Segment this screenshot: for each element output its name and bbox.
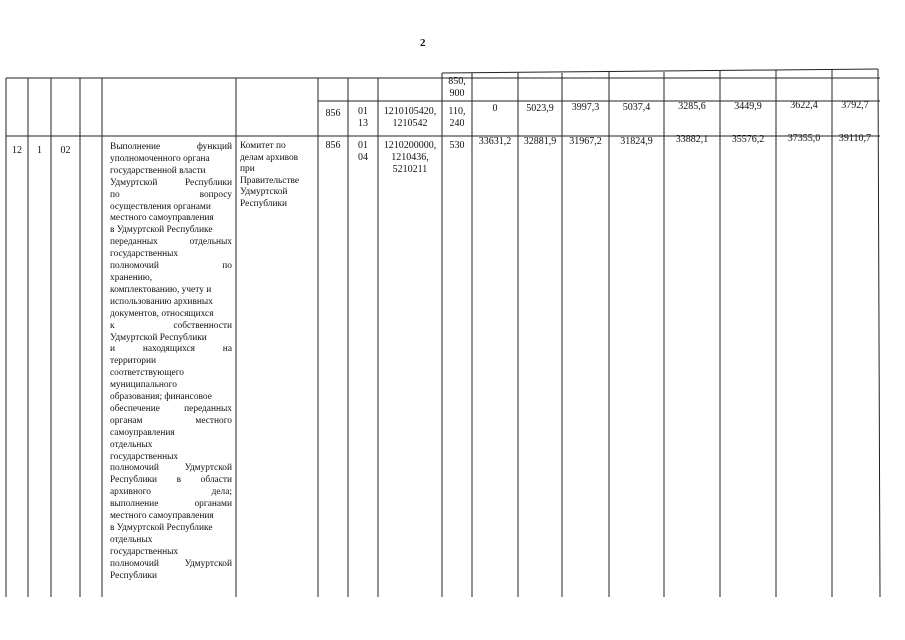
- main-row-target: 1210200000, 1210436, 5210211: [383, 140, 437, 175]
- row-b-value-8: 3792,7: [841, 100, 869, 111]
- main-row-description: Выполнение функций уполномоченного органа государственной власти Удмуртской Республики по вопросу осуществления органами местного самоуправления в Удмуртской Республике переданных отдельных государственных полномочий по хранению, комплектованию, учету и использованию архивных документов, относящихся к собственности Удмуртской Республики и находящихся на территории соответствующего муниципального образования; финансовое обеспечение переданных органам местного самоуправления отдельных государственных полномочий Удмуртской Республики в области архивного дела; выполнение органами местного самоуправления в Удмуртской Республике отдельных государственных полномочий Удмуртской Республики: [110, 142, 232, 581]
- main-row-type: 530: [449, 140, 465, 151]
- main-row-value-7: 37355,0: [787, 133, 821, 144]
- row-b-value-6: 3449,9: [734, 101, 762, 112]
- row-b-value-7: 3622,4: [790, 100, 818, 111]
- row-b-type: 110, 240: [448, 106, 466, 129]
- row-b-value-4: 5037,4: [622, 102, 651, 113]
- row-b-value-3: 3997,3: [571, 102, 600, 113]
- row-b-value-2: 5023,9: [526, 103, 554, 114]
- page-number: 2: [420, 37, 426, 49]
- main-row-value-8: 39110,7: [838, 133, 872, 144]
- main-row-num-1: 12: [12, 145, 22, 156]
- main-row-value-1: 33631,2: [478, 136, 512, 147]
- main-row-admin: 856: [325, 140, 341, 151]
- main-row-organization: Комитет по делам архивов при Правительстве Удмуртской Республики: [240, 141, 300, 209]
- main-row-value-6: 35576,2: [731, 134, 765, 145]
- row-b-target: 1210105420, 1210542: [383, 106, 437, 129]
- header-edge: [442, 69, 878, 73]
- row-b-admin: 856: [325, 108, 341, 119]
- main-row-section: 01 04: [358, 140, 368, 163]
- main-row-value-4: 31824,9: [620, 136, 653, 147]
- main-row-value-2: 32881,9: [523, 136, 557, 147]
- row-a-code: 850, 900: [448, 76, 466, 99]
- main-row-value-3: 31967,2: [569, 136, 602, 147]
- row-b-section: 01 13: [358, 106, 368, 129]
- row-b-value-1: 0: [492, 103, 498, 114]
- main-row-num-2: 1: [37, 145, 42, 156]
- row-b-value-5: 3285,6: [678, 101, 706, 112]
- main-row-value-5: 33882,1: [675, 134, 709, 145]
- main-row-num-3: 02: [60, 145, 71, 156]
